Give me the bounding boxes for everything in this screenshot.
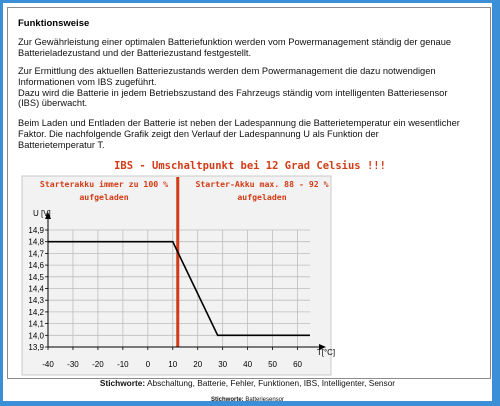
paragraph-2 <box>18 66 447 109</box>
y-tick-label: 13,9 <box>28 343 44 352</box>
content-panel <box>7 7 491 379</box>
paragraph-line: Batterietemperatur T. <box>18 139 105 150</box>
footer-text: Batteriesensor <box>243 397 285 403</box>
left-annotation-line: Starterakku immer zu 100 % <box>39 179 169 189</box>
x-tick-label: 60 <box>293 360 302 369</box>
charging-voltage-chart <box>22 176 336 375</box>
y-tick-label: 14,8 <box>28 237 44 247</box>
section-heading: Funktionsweise <box>18 18 90 29</box>
paragraph-line: Dazu wird die Batterie in jedem Betriebszustand des Fahrzeugs ständig vom intelligenten Batteriesensor <box>18 87 448 98</box>
keywords-text: Abschaltung, Batterie, Fehler, Funktionen, IBS, Intelligenter, Sensor <box>145 378 396 388</box>
y-tick-label: 14,9 <box>28 226 44 235</box>
x-tick-label: 50 <box>268 360 278 369</box>
keywords-label: Stichworte: <box>99 378 146 388</box>
y-tick-label: 14,1 <box>28 319 44 329</box>
page <box>3 3 492 401</box>
y-tick-label: 14,7 <box>28 249 44 259</box>
y-axis-label: U [V] <box>33 209 51 218</box>
x-tick-label: 0 <box>145 360 151 369</box>
x-axis-label: T[°C] <box>316 348 336 357</box>
y-tick-label: 14,4 <box>28 284 44 294</box>
footer-label: Stichworte: <box>210 397 244 403</box>
y-tick-label: 14,0 <box>28 331 44 341</box>
right-annotation-line: aufgeladen <box>237 192 287 202</box>
paragraph-line: Batterieladezustand und der Batteriezustand festgestellt. <box>18 47 252 58</box>
x-tick-label: 40 <box>243 360 253 369</box>
paragraph-line: Zur Gewährleistung einer optimalen Batteriefunktion werden vom Powermanagement ständig der genaue <box>18 37 452 47</box>
paragraph-line: Faktor. Die nachfolgende Grafik zeigt den Verlauf der Ladespannung U als Funktion der <box>18 128 379 139</box>
x-tick-label: -10 <box>117 360 129 369</box>
y-tick-label: 14,2 <box>28 307 44 317</box>
paragraph-line: Beim Laden und Entladen der Batterie ist neben der Ladespannung die Batterietemperatur ein wesentlicher <box>18 118 460 128</box>
x-tick-label: -30 <box>67 360 79 369</box>
chart-svg <box>22 176 336 375</box>
x-tick-label: 10 <box>168 360 178 369</box>
x-tick-label: -20 <box>92 360 104 369</box>
y-tick-label: 14,6 <box>28 261 44 271</box>
paragraph-line: Zur Ermittlung des aktuellen Batteriezustands werden dem Powermanagement die dazu notwendigen <box>18 66 436 76</box>
paragraph-1 <box>18 37 451 59</box>
x-tick-label: 30 <box>218 360 228 369</box>
right-annotation-line: Starter-Akku max. 88 - 92 % <box>195 179 329 189</box>
y-tick-label: 14,3 <box>28 296 44 306</box>
paragraph-3 <box>18 118 460 150</box>
paragraph-line: Informationen vom IBS zugeführt. <box>18 76 157 87</box>
y-tick-label: 14,5 <box>28 272 44 282</box>
x-tick-label: 20 <box>193 360 203 369</box>
left-annotation-line: aufgeladen <box>79 192 129 202</box>
footer-keywords <box>3 397 492 403</box>
switch-point-title: IBS - Umschaltpunkt bei 12 Grad Celsius !!! <box>114 160 386 172</box>
paragraph-line: (IBS) überwacht. <box>18 98 88 109</box>
x-tick-label: -40 <box>42 360 54 369</box>
keywords-line <box>3 378 492 388</box>
